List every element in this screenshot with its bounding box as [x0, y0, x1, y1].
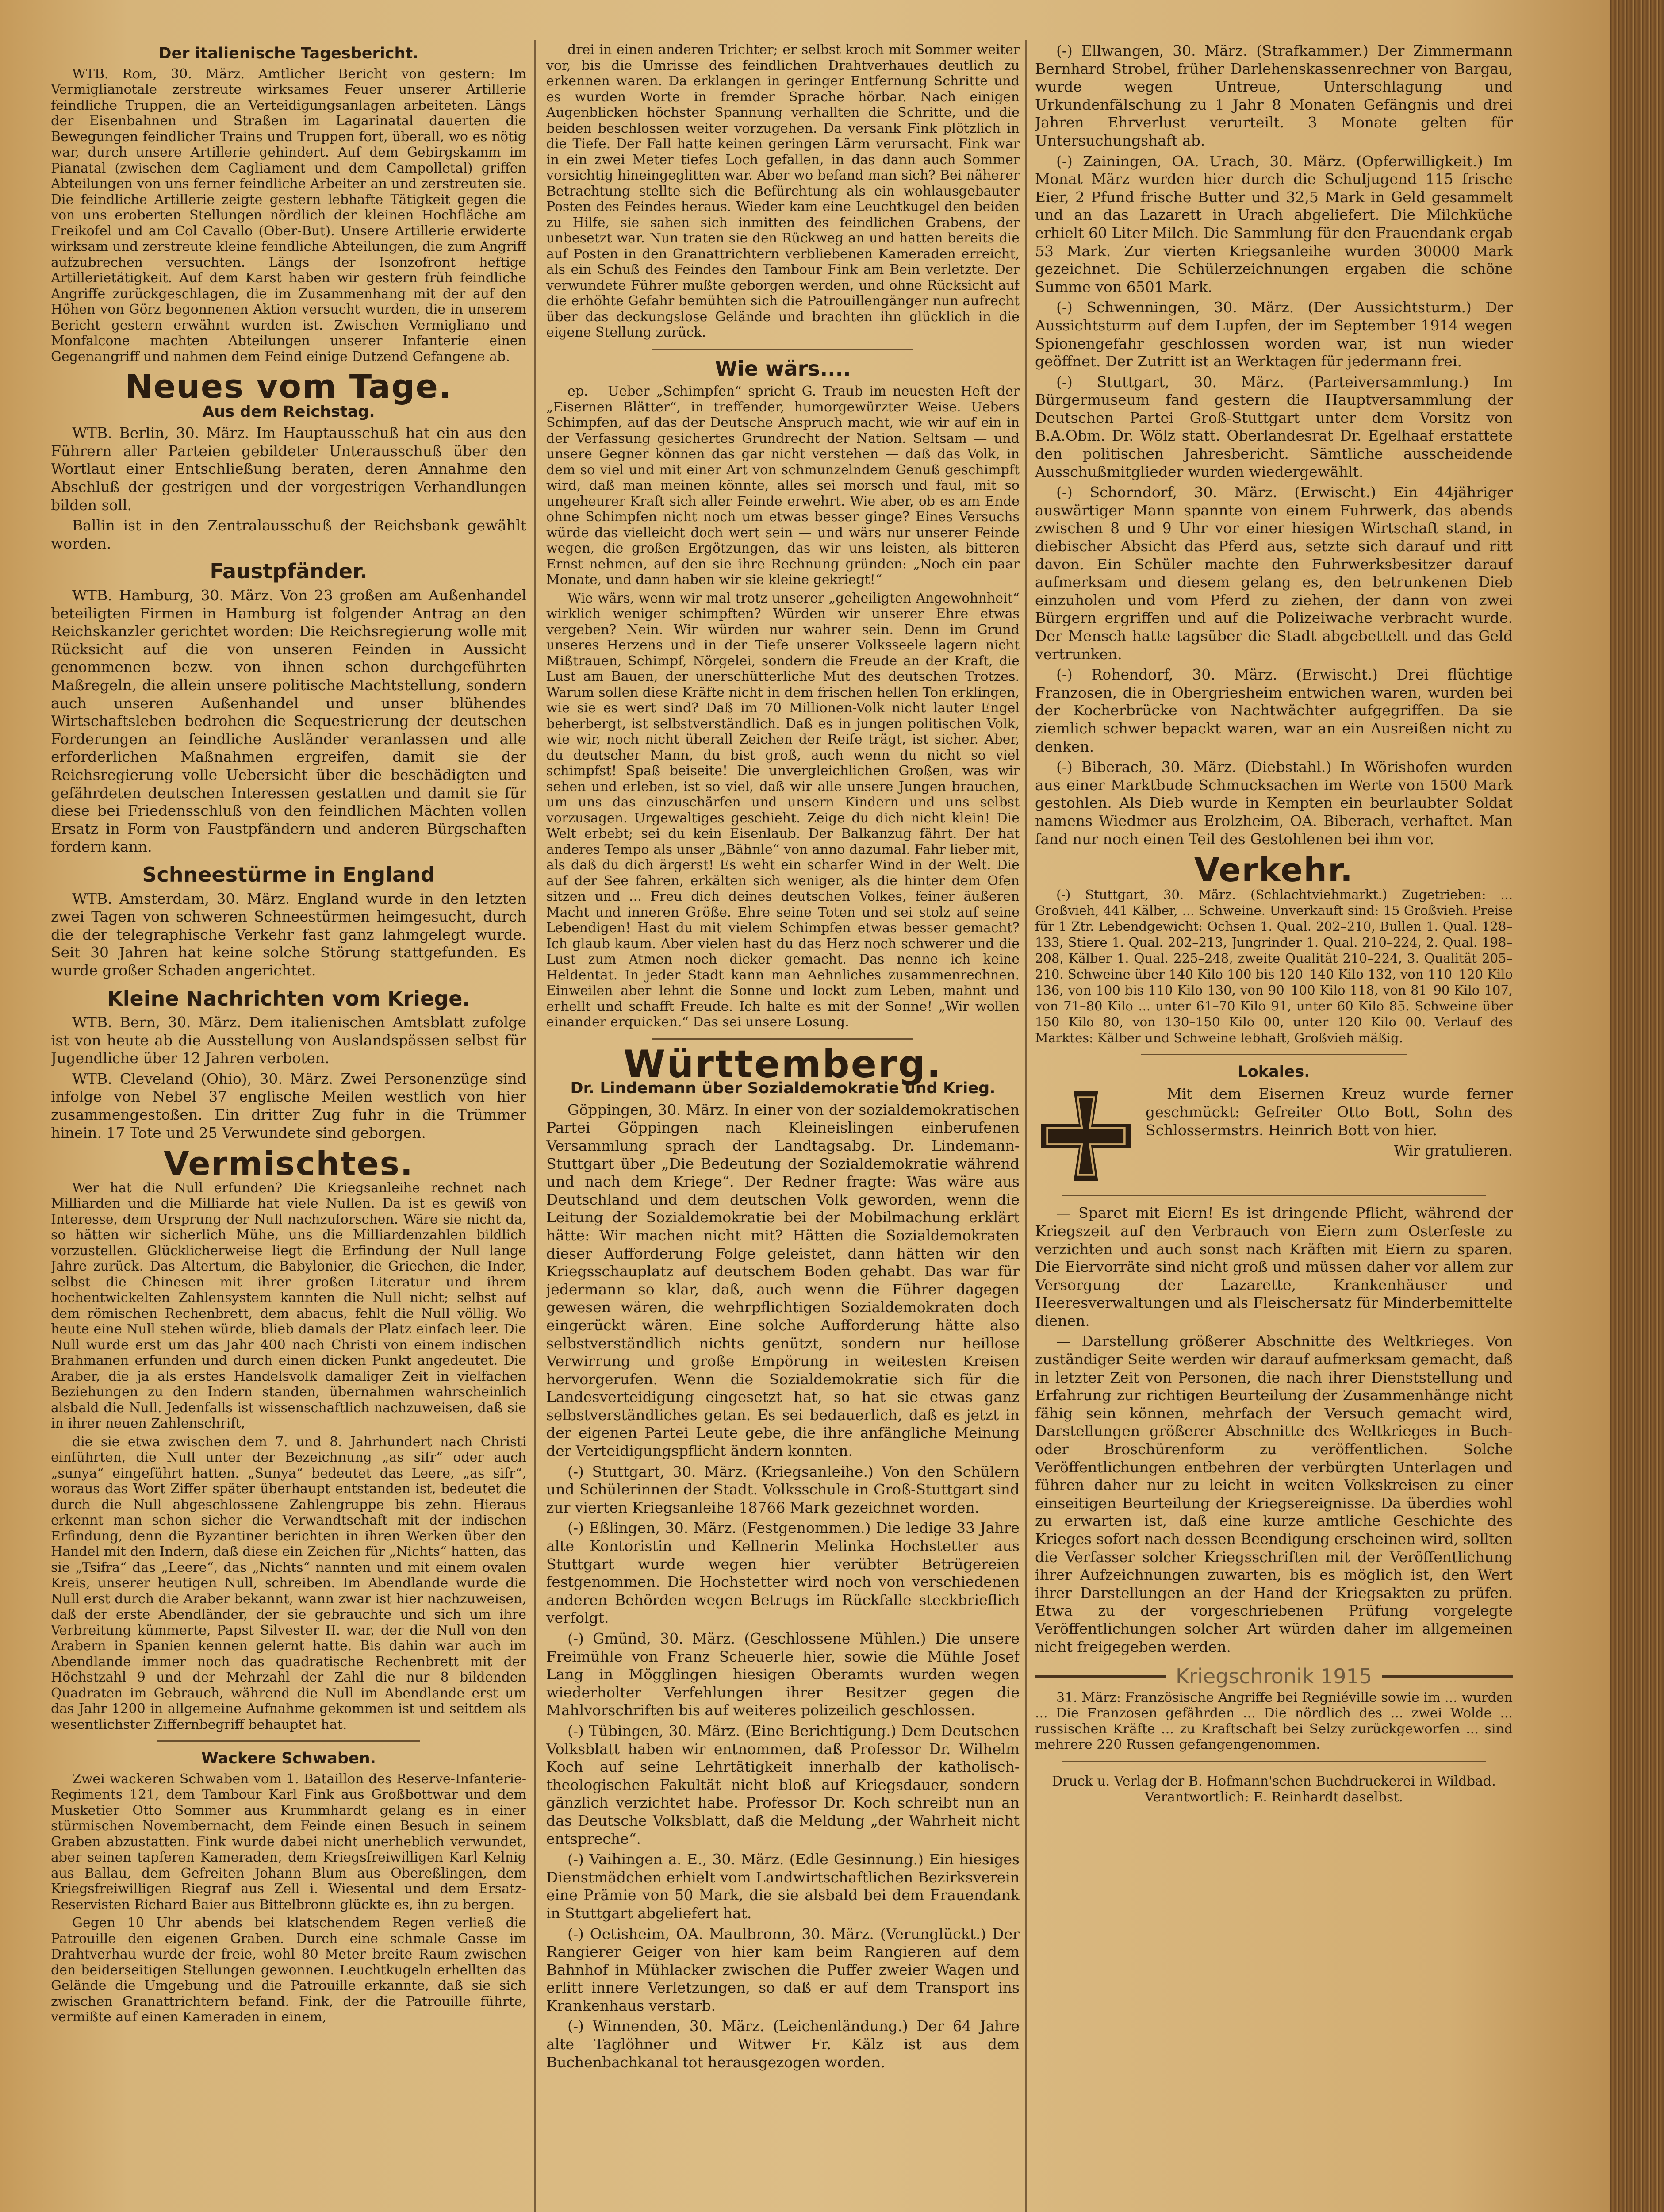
- headline-kleine-nachrichten: Kleine Nachrichten vom Kriege.: [107, 986, 470, 1010]
- article-italian-report: WTB. Rom, 30. März. Amtlicher Bericht von gestern: Im Vermiglianotale zerstreute wirksames Feuer unserer Artillerie feindliche Truppen, die an Verteidigungsanlagen arbeiteten. Längs der Eisenbahnen und Straßen im Lagarinatal dauerten die Bewegungen feindlicher Trains und Truppen fort, überall, wo es nötig war, durch unsere Artillerie gehindert. Auf dem Gebirgskamm im Pianatal (zwischen dem Cagliament und dem Campolletal) griffen Abteilungen von uns ferner feindliche Arbeiter an und zerstreuten sie. Die feindliche Artillerie zeigte gestern lebhafte Tätigkeit gegen die von uns eroberten Stellungen nördlich der kleinen Hochfläche am Freikofel und am Col Cavallo (Ober-But). Unsere Artillerie erwiderte wirksam und zerstreute kleine feindliche Abteilungen, die zum Angriff aufzubrechen versuchten. Längs der Isonzofront heftige Artillerietätigkeit. Auf dem Karst haben wir gestern früh feindliche Angriffe zurückgeschlagen, die im Zusammenhang mit der auf den Höhen von Görz begonnenen Aktion versucht wurden, die in unserem Bericht gestern erwähnt wurden ist. Zwischen Vermigliano und Monfalcone machten Abteilungen unserer Infanterie einen Gegenangriff und nahmen dem Feind einige Dutzend Gefangene ab.: [51, 66, 526, 365]
- headline-wackere-schwaben: Wackere Schwaben.: [201, 1750, 376, 1768]
- article-sparet-mit-eiern: — Sparet mit Eiern! Es ist dringende Pflicht, während der Kriegszeit auf den Verbrauch von Eiern zum Osterfeste zu verzichten und auch sonst nach Kräften mit Eiern zu sparen. Die Eiervorräte sind nicht groß und müssen daher vor allem zur Versorgung der Lazarette, Krankenhäuser und Heeresverwaltungen und als Fleischersatz für Minderbemittelte dienen.: [1035, 1204, 1513, 1329]
- kriegschronik-banner: [1035, 1664, 1513, 1689]
- article-reichstag: WTB. Berlin, 30. März. Im Hauptausschuß hat ein aus den Führern aller Parteien gebildeter Unterausschuß über den Wortlaut einer Entschließung beraten, deren Annahme den Abschluß der gestrigen und der vorgestrigen Verhandlungen bilden soll.: [51, 424, 526, 514]
- article-winnenden: (-) Winnenden, 30. März. (Leichenländung.) Der 64 Jahre alte Taglöhner und Witwer Fr. Kälz ist aus dem Buchenbachkanal tot herausgezogen worden.: [546, 2017, 1020, 2071]
- article-lokales-eisernes-kreuz: Mit dem Eisernen Kreuz wurde ferner geschmückt: Gefreiter Otto Bott, Sohn des Schlossermstrs. Heinrich Bott von hier.: [1146, 1085, 1513, 1139]
- separator: [157, 1740, 420, 1742]
- article-stuttgart-parteiversammlung: (-) Stuttgart, 30. März. (Parteiversammlung.) Im Bürgermuseum fand gestern die Hauptversammlung der Deutschen Partei Groß-Stuttgart unter dem Vorsitz von B.A.Obm. Dr. Wölz statt. Oberlandesrat Dr. Egelhaaf erstattete den politischen Jahresbericht. Sämtliche ausscheidende Ausschußmitglieder wurden wiedergewählt.: [1035, 373, 1513, 480]
- article-wie-waers-part1: ep.— Ueber „Schimpfen“ spricht G. Traub im neuesten Heft der „Eisernen Blätter“, in treffender, humorgewürzter Weise. Uebers Schimpfen, auf das der Deutsche Anspruch macht, wie wir auf ein in der Verfassung gesichertes Grundrecht der Nation. Seltsam — und unsere Gegner können das gar nicht verstehen — daß das Volk, in dem so viel und mit einer Art von schmunzelndem Genuß geschimpft wird, daß man meinen könnte, alles sei morsch und faul, mit so ungeheurer Kraft sich aller Feinde erwehrt. Wie aber, ob es am Ende ohne Schimpfen nicht noch um etwas besser ginge? Eines Versuchs würde das vielleicht doch wert sein — und wärs nur unserer Feinde wegen, die großen Ergötzungen, das wir uns leisten, als bitteren Ernst nehmen, auf den sie ihre Rechnung gründen: „Noch ein paar Monate, und dann haben wir sie kleine gekriegt!“: [546, 384, 1020, 588]
- article-schwaben-continued: drei in einen anderen Trichter; er selbst kroch mit Sommer weiter vor, bis die Umrisse des feindlichen Drahtverhaues deutlich zu erkennen waren. Da erklangen in geringer Entfernung Schritte und es wurden Worte in fremder Sprache hörbar. Nach einigen Augenblicken höchster Spannung verhallten die Schritte, und die beiden beschlossen weiter vorzugehen. Da versank Fink plötzlich in die Tiefe. Der Fall hatte keinen geringen Lärm verursacht. Fink war in ein zwei Meter tiefes Loch gefallen, in das dann auch Sommer vorsichtig hineingeglitten war. Aber wo befand man sich? Bei näherer Betrachtung stellte sich die Befürchtung als ein wohlausgebauter Posten des Feindes heraus. Wieder kam eine Leuchtkugel den beiden zu Hilfe, sie sahen sich inmitten des feindlichen Grabens, der unbesetzt war. Nun traten sie den Rückweg an und hatten bereits die auf Posten in den Granattrichtern verbliebenen Kameraden erreicht, als ein Schuß des Feindes den Tambour Fink am Bein verletzte. Der verwundete Führer mußte geborgen werden, und ohne Rücksicht auf die erhöhte Gefahr bemühten sich die Patrouillengänger nun aufrecht über das deckungslose Gelände und brachten ihn glücklich in die eigene Stellung zurück.: [546, 42, 1020, 340]
- separator: [1141, 1054, 1407, 1055]
- article-vaihingen: (-) Vaihingen a. E., 30. März. (Edle Gesinnung.) Ein hiesiges Dienstmädchen erhielt vom Landwirtschaftlichen Bezirksverein eine Prämie von 50 Mark, die sie alsbald bei dem Frauendank in Stuttgart abgeliefert hat.: [546, 1851, 1020, 1922]
- article-lokales-gratulation: Wir gratulieren.: [1394, 1142, 1513, 1160]
- article-biberach: (-) Biberach, 30. März. (Diebstahl.) In Wörishofen wurden aus einer Marktbude Schmucksachen im Werte von 1500 Mark gestohlen. Als Dieb wurde in Kempten ein beurlaubter Soldat namens Wiedmer aus Erolzheim, OA. Biberach, verhaftet. Man fand nur noch einen Teil des Gestohlenen bei ihm vor.: [1035, 758, 1513, 848]
- iron-cross-icon: [1035, 1085, 1137, 1187]
- column-rule: [1025, 40, 1027, 2212]
- imprint: Druck u. Verlag der B. Hofmann'schen Buchdruckerei in Wildbad. Verantwortlich: E. Reinhardt daselbst.: [1052, 1773, 1496, 1805]
- separator: [652, 349, 913, 350]
- article-schwaben-part1: Zwei wackeren Schwaben vom 1. Bataillon des Reserve-Infanterie-Regiments 121, dem Tambour Karl Fink aus Großbottwar und dem Musketier Otto Sommer aus Krummhardt gelang es in einer stürmischen Novembernacht, dem Feinde einen Besuch in seinem Graben abzustatten. Fink wurde dabei nicht unerheblich verwundet, aber seinen tapferen Kameraden, dem Kriegsfreiwilligen Karl Kelnig aus Ballau, dem Gefreiten Johann Blum aus Obereßlingen, dem Kriegsfreiwilligen Riegraf aus Zell i. Wiesental und dem Ersatz-Reservisten Richard Baier aus Bittelbronn glückte es, ihn zu bergen.: [51, 1771, 526, 1912]
- article-esslingen: (-) Eßlingen, 30. März. (Festgenommen.) Die ledige 33 Jahre alte Kontoristin und Kellnerin Melinka Hochstetter aus Stuttgart wurde wegen hier verübter Betrügereien festgenommen. Die Hochstetter wird noch von verschiedenen anderen Behörden wegen Betrugs im Rückfalle steckbrieflich verfolgt.: [546, 1519, 1020, 1627]
- article-null-part1: Wer hat die Null erfunden? Die Kriegsanleihe rechnet nach Milliarden und die Milliarde hat viele Nullen. Da ist es gewiß von Interesse, dem Ursprung der Null nachzuforschen. Wäre sie nicht da, so hätten wir sicherlich Mühe, uns die Milliardenzahlen bildlich vorzustellen. Glücklicherweise liegt die Erfindung der Null lange Jahre zurück. Das Altertum, die Babylonier, die Griechen, die Inder, selbst die Chinesen mit ihrer großen Literatur und ihrem hochentwickelten Zahlensystem kannten die Null nicht; selbst auf dem römischen Rechenbrett, dem abacus, fehlt die Null völlig. Wo heute eine Null stehen würde, blieb damals der Platz einfach leer. Die Null wurde erst um das Jahr 400 nach Christi von einem indischen Brahmanen erfunden und durch einen dicken Punkt angedeutet. Die Araber, die ja als erstes Handelsvolk damaliger Zeit in vielfachen Beziehungen zu den Indern standen, übernahmen wahrscheinlich alsbald die Null. Jedenfalls ist wissenschaftlich nachzuweisen, daß sie in ihrer neuen Zahlenschrift,: [51, 1180, 526, 1432]
- article-schlachtviehmarkt: (-) Stuttgart, 30. März. (Schlachtviehmarkt.) Zugetrieben: ... Großvieh, 441 Kälber, ... Schweine. Unverkauft sind: 15 Großvieh. Preise für 1 Ztr. Lebendgewicht: Ochsen 1. Qual. 202–210, Bullen 1. Qual. 128–133, Stiere 1. Qual. 202–213, Jungrinder 1. Qual. 210–224, 2. Qual. 198–208, Kälber 1. Qual. 225–248, zweite Qualität 210–224, 3. Qualität 205–210. Schweine über 140 Kilo 100 bis 120–140 Kilo 132, von 110–120 Kilo 136, von 100 bis 110 Kilo 130, von 90–100 Kilo 118, von 81–90 Kilo 107, von 71–80 Kilo ... unter 61–70 Kilo 91, unter 60 Kilo 85. Schweine über 150 Kilo 80, von 130–150 Kilo 00, unter 120 Kilo 00. Verlauf des Marktes: Kälber und Schweine lebhaft, Großvieh mäßig.: [1035, 887, 1513, 1045]
- section-title-neues-vom-tage: Neues vom Tage.: [125, 368, 452, 406]
- article-lindemann: Göppingen, 30. März. In einer von der sozialdemokratischen Partei Göppingen nach Kleineislingen einberufenen Versammlung sprach der Landtagsabg. Dr. Lindemann-Stuttgart über „Die Bedeutung der Sozialdemokratie während und nach dem Kriege“. Der Redner fragte: Was wäre aus Deutschland und dem deutschen Volk geworden, wenn die Leitung der Sozialdemokratie bei der Mobilmachung erklärt hätte: Wir machen nicht mit? Hätten die Sozialdemokraten dieser Aufforderung Folge geleistet, dann hätten wir den Kriegsschauplatz auf deutschem Boden gehabt. Das war für jedermann so klar, daß, auch wenn die Führer dagegen gewesen wären, die wehrpflichtigen Sozialdemokraten doch eingerückt wären. Eine solche Aufforderung hätte also selbstverständlich nichts genützt, sondern nur heillose Verwirrung und große Empörung in weitesten Kreisen hervorgerufen. Wenn die Sozialdemokratie sich für die Landesverteidigung eingesetzt hat, so hat sie etwas ganz selbstverständliches getan. Es sei bedauerlich, daß es jetzt in der eigenen Partei Leute gebe, die ihre anfängliche Meinung der Verteidigungspflicht ändern konnten.: [546, 1101, 1020, 1460]
- headline-faustpfaender: Faustpfänder.: [210, 559, 368, 584]
- column-2: [546, 42, 1020, 2212]
- section-title-vermischtes: Vermischtes.: [164, 1145, 414, 1183]
- article-null-part2: die sie etwa zwischen dem 7. und 8. Jahrhundert nach Christi einführten, die Null unter der Bezeichnung „as sifr“ oder auch „sunya“ eingeführt hatten. „Sunya“ bedeutet das Leere, „as sifr“, woraus das Wort Ziffer später überhaupt entstanden ist, bedeutet die durch die Null abgeschlossene Zahlengruppe bis zehn. Hieraus erkennt man schon sicher die Verwandtschaft mit der indischen Erfindung, denn die Byzantiner berichten in ihren Werken über den Handel mit den Indern, daß diese ein Zeichen für „Nichts“ hatten, das sie „Tsifra“ das „Leere“, das „Nichts“ nannten und mit einem ovalen Kreis, unserer heutigen Null, schreiben. Im Abendlande wurde die Null erst durch die Araber bekannt, wann zwar ist hier nachzuweisen, daß der erste Abendländer, der sie gebrauchte und sich um ihre Verbreitung kümmerte, Papst Silvester II. war, der die Null von den Arabern in Spanien kennen gelernt hatte. Bis dahin war auch im Abendlande immer noch das quadratische Rechenbrett mit der Höchstzahl 9 und der Mehrzahl der Zahl die nur 8 bildenden Quadraten im Gebrauch, während die Null im Abendlande erst um das Jahr 1200 in allgemeine Aufnahme gekommen ist und seitdem als wesentlichster Ziffernbegriff behauptet hat.: [51, 1434, 526, 1732]
- article-ellwangen: (-) Ellwangen, 30. März. (Strafkammer.) Der Zimmermann Bernhard Strobel, früher Darlehenskassenrechner von Bargau, wurde wegen Untreue, Unterschlagung und Urkundenfälschung zu 1 Jahr 8 Monaten Gefängnis und drei Jahren Ehrverlust verurteilt. 3 Monate gelten für Untersuchungshaft ab.: [1035, 42, 1513, 149]
- headline-lokales: Lokales.: [1238, 1063, 1310, 1081]
- iron-cross-notice: [1035, 1085, 1513, 1187]
- article-zainingen: (-) Zainingen, OA. Urach, 30. März. (Opferwilligkeit.) Im Monat März wurden hier durch die Schuljugend 115 frische Eier, 2 Pfund frische Butter und 32,5 Mark in Geld gesammelt und an das Lazarett in Urach abgeliefert. Die Milchküche erhielt 60 Liter Milch. Die Sammlung für den Frauendank ergab 53 Mark. Zur vierten Kriegsanleihe wurden 30000 Mark gezeichnet. Die Schülerzeichnungen ergaben die schöne Summe von 6501 Mark.: [1035, 152, 1513, 296]
- article-bern: WTB. Bern, 30. März. Dem italienischen Amtsblatt zufolge ist von heute ab die Ausstellung von Auslandspässen selbst für Jugendliche über 12 Jahren verboten.: [51, 1014, 526, 1067]
- article-oetisheim: (-) Oetisheim, OA. Maulbronn, 30. März. (Verunglückt.) Der Rangierer Geiger von hier kam beim Rangieren auf dem Bahnhof in Mühlacker zwischen die Puffer zweier Wagen und erlitt innere Verletzungen, so daß er auf dem Transport ins Krankenhaus verstarb.: [546, 1925, 1020, 2014]
- column-rule: [534, 40, 536, 2212]
- separator: [1062, 1195, 1486, 1196]
- article-kriegschronik: 31. März: Französische Angriffe bei Regniéville sowie im ... wurden ... Die Franzosen gefährden ... Die nördlich des ... zwei Wolde ... russischen Kräfte ... zu Kraftschaft bei Selzy zurückgeworfen ... sind mehrere 220 Russen gefangengenommen.: [1035, 1690, 1513, 1753]
- article-wie-waers-part2: Wie wärs, wenn wir mal trotz unserer „geheiligten Angewohnheit“ wirklich weniger schimpften? Würden wir unserer Ehre etwas vergeben? Nein. Wir würden nur wahrer sein. Denn im Grund unseres Herzens und in der Tiefe unserer Volksseele lagern nicht Mißtrauen, Schimpf, Nörgelei, sondern die Freude an der Kraft, die Lust am Bauen, der unerschütterliche Mut des deutschen Trotzes. Warum sollen diese Kräfte nicht in dem frischen hellen Ton erklingen, wie sie es wert sind? Daß im 70 Millionen-Volk nicht lauter Engel beherbergt, ist selbstverständlich. Daß es in jungen politischen Volk, wie wir, noch nicht überall Zeichen der Reife trägt, ist sicher. Aber, du deutscher Mann, du bist groß, auch wenn du nicht so viel schimpfst! Spaß beiseite! Die unvergleichlichen Großen, was wir sehen und erleben, ist so viel, daß wir alle unsere Jungen brauchen, um uns das einzuschärfen und unsern Kindern und uns selbst vorzusagen. Urgewaltiges geschieht. Zeige du dich nicht klein! Die Welt erbebt; sei du kein Eisenlaub. Der Balkanzug fährt. Der hat anderes Tempo als unser „Bähnle“ von anno dazumal. Fahr lieber mit, als daß du dich ärgerst! Es weht ein scharfer Wind in der Welt. Die auf der See fahren, erkälten sich weniger, als die hinter dem Ofen sitzen und ... Freu dich deines deutschen Volkes, feiner äußeren Macht und inneren Größe. Ehre seine Toten und sei stolz auf seine Lebendigen! Hast du mit vielem Schimpfen etwas besser gemacht? Ich glaub kaum. Aber vielen hast du das Herz noch schwerer und die Lust zum Atmen noch dicker gemacht. Das nenne ich keine Heldentat. In jeder Stadt kann man Aehnliches zusammenrechnen. Einweilen aber lehnt die Sonne und lockt zum Leben, mahnt und erhellt und schafft Freude. Ich halte es mit der Sonne! „Wir wollen einander erquicken.“ Das sei unsere Losung.: [546, 590, 1020, 1030]
- article-schwenningen: (-) Schwenningen, 30. März. (Der Aussichtsturm.) Der Aussichtsturm auf dem Lupfen, der im September 1914 wegen Spionengefahr geschlossen worden war, ist nun wieder geöffnet. Der Zutritt ist an Werktagen für jedermann frei.: [1035, 299, 1513, 370]
- article-cleveland: WTB. Cleveland (Ohio), 30. März. Zwei Personenzüge sind infolge von Nebel 37 englische Meilen westlich von hier zusammengestoßen. Ein dritter Zug fuhr in die Trümmer hinein. 17 Tote und 25 Verwundete sind geborgen.: [51, 1070, 526, 1141]
- article-rohendorf: (-) Rohendorf, 30. März. (Erwischt.) Drei flüchtige Franzosen, die in Obergriesheim entwichen waren, wurden bei der Kocherbrücke von Nachtwächter aufgegriffen. Da sie ziemlich schwer bepackt waren, war an ein Ausreißen nicht zu denken.: [1035, 666, 1513, 755]
- headline-schneestuerme: Schneestürme in England: [142, 862, 435, 887]
- book-binding: [1610, 0, 1664, 2212]
- article-schneestuerme: WTB. Amsterdam, 30. März. England wurde in den letzten zwei Tagen von schweren Schneestürmen heimgesucht, durch die der telegraphische Verkehr fast ganz lahmgelegt wurde. Seit 30 Jahren hat keine solche Störung stattgefunden. Es wurde großer Schaden angerichtet.: [51, 890, 526, 979]
- headline-italian-report: Der italienische Tagesbericht.: [158, 45, 419, 62]
- headline-kriegschronik: Kriegschronik 1915: [1175, 1664, 1373, 1689]
- article-stuttgart-kriegsanleihe: (-) Stuttgart, 30. März. (Kriegsanleihe.) Von den Schülern und Schülerinnen der Stadt. Volksschule in Groß-Stuttgart sind zur vierten Kriegsanleihe 18766 Mark gezeichnet worden.: [546, 1463, 1020, 1516]
- separator: [652, 1038, 913, 1040]
- headline-wie-waers: Wie wärs....: [715, 356, 851, 380]
- separator: [1062, 1761, 1486, 1762]
- section-title-wuerttemberg: Württemberg.: [623, 1042, 943, 1087]
- article-reichstag-ballin: Ballin ist in den Zentralausschuß der Reichsbank gewählt worden.: [51, 517, 526, 552]
- column-3: [1035, 42, 1513, 2212]
- article-schwaben-part2: Gegen 10 Uhr abends bei klatschendem Regen verließ die Patrouille den eigenen Graben. Durch eine schmale Gasse im Drahtverhau wurde der freie, wohl 80 Meter breite Raum zwischen den beiderseitigen Stellungen gewonnen. Leuchtkugeln erhellten das Gelände die Umgebung und die Patrouille erkannte, daß sie sich zwischen Granattrichtern befand. Fink, der die Patrouille führte, vermißte auf einen Kameraden in einem,: [51, 1915, 526, 2025]
- article-darstellung-weltkrieg: — Darstellung größerer Abschnitte des Weltkrieges. Von zuständiger Seite werden wir darauf aufmerksam gemacht, daß in letzter Zeit von Personen, die nach ihrer Dienststellung und Erfahrung zur richtigen Beurteilung der Zusammenhänge nicht fähig sein können, mehrfach der Versuch gemacht wird, Darstellungen größerer Abschnitte des Weltkrieges in Buch- oder Broschürenform zu veröffentlichen. Solche Veröffentlichungen entbehren der verbürgten Unterlagen und führen daher nur zu leicht in weiten Volkskreisen zu einer einseitigen Beurteilung der Kriegsereignisse. Da überdies wohl zu erwarten ist, daß eine kurze amtliche Geschichte des Krieges sofort nach dessen Beendigung erscheinen wird, sollten die Verfasser solcher Kriegsschriften mit der Veröffentlichung ihrer Aufzeichnungen zuwarten, bis es möglich ist, den Wert ihrer Darstellungen an der Hand der Kriegsakten zu prüfen. Etwa zu der vorgeschriebenen Prüfung vorgelegte Veröffentlichungen solcher Art würden daher im allgemeinen nicht freigegeben werden.: [1035, 1333, 1513, 1655]
- article-gmuend: (-) Gmünd, 30. März. (Geschlossene Mühlen.) Die unsere Freimühle von Franz Scheuerle hier, sowie die Mühle Josef Lang in Mögglingen hiesigen Oberamts wurden wegen wiederholter Verfehlungen ihrer Besitzer gegen die Mahlvorschriften bis auf weiteres polizeilich geschlossen.: [546, 1630, 1020, 1719]
- section-title-verkehr: Verkehr.: [1194, 851, 1354, 890]
- article-schorndorf: (-) Schorndorf, 30. März. (Erwischt.) Ein 44jähriger auswärtiger Mann spannte von einem Fuhrwerk, das abends zwischen 8 und 9 Uhr vor einer hiesigen Wirtschaft stand, in diebischer Absicht das Pferd aus, setzte sich darauf und ritt davon. Ein Schüler machte den Fuhrwerksbesitzer darauf aufmerksam und diesem gelang es, den betrunkenen Dieb einzuholen und vom Pferd zu ziehen, der dann von zwei Bürgern ergriffen und auf die Polizeiwache verbracht wurde. Der Mensch hatte tagsüber die Stadt abgebettelt und das Geld vertrunken.: [1035, 484, 1513, 663]
- headline-lindemann: Dr. Lindemann über Sozialdemokratie und Krieg.: [570, 1079, 996, 1098]
- column-1: [51, 42, 526, 2212]
- article-tuebingen: (-) Tübingen, 30. März. (Eine Berichtigung.) Dem Deutschen Volksblatt haben wir entnommen, daß Professor Dr. Wilhelm Koch auf seine Lehrtätigkeit innerhalb der katholisch-theologischen Fakultät nicht bloß auf Kriegsdauer, sondern gänzlich verzichtet habe. Professor Dr. Koch schreibt nun an das Deutsche Volksblatt, daß die Meldung „der Wahrheit nicht entspreche“.: [546, 1722, 1020, 1847]
- headline-reichstag: Aus dem Reichstag.: [202, 403, 375, 421]
- article-faustpfaender: WTB. Hamburg, 30. März. Von 23 großen am Außenhandel beteiligten Firmen in Hamburg ist folgender Antrag an den Reichskanzler gerichtet worden: Die Reichsregierung wolle mit Rücksicht auf die von unseren Feinden in Aussicht genommenen bezw. von ihnen schon durchgeführten Maßregeln, die allein unsere politische Machtstellung, sondern auch unseren Außenhandel und unser blühendes Wirtschaftsleben bedrohen die Sequestrierung der deutschen Forderungen an feindliche Ausländer veranlassen und alle erforderlichen Maßnahmen ergreifen, damit sie der Reichsregierung volle Uebersicht über die beschädigten und gefährdeten deutschen Interessen gestatten und damit sie für diese bei Friedensschluß von den feindlichen Mächten vollen Ersatz in Form von Faustpfändern und anderen Bürgschaften fordern kann.: [51, 587, 526, 856]
